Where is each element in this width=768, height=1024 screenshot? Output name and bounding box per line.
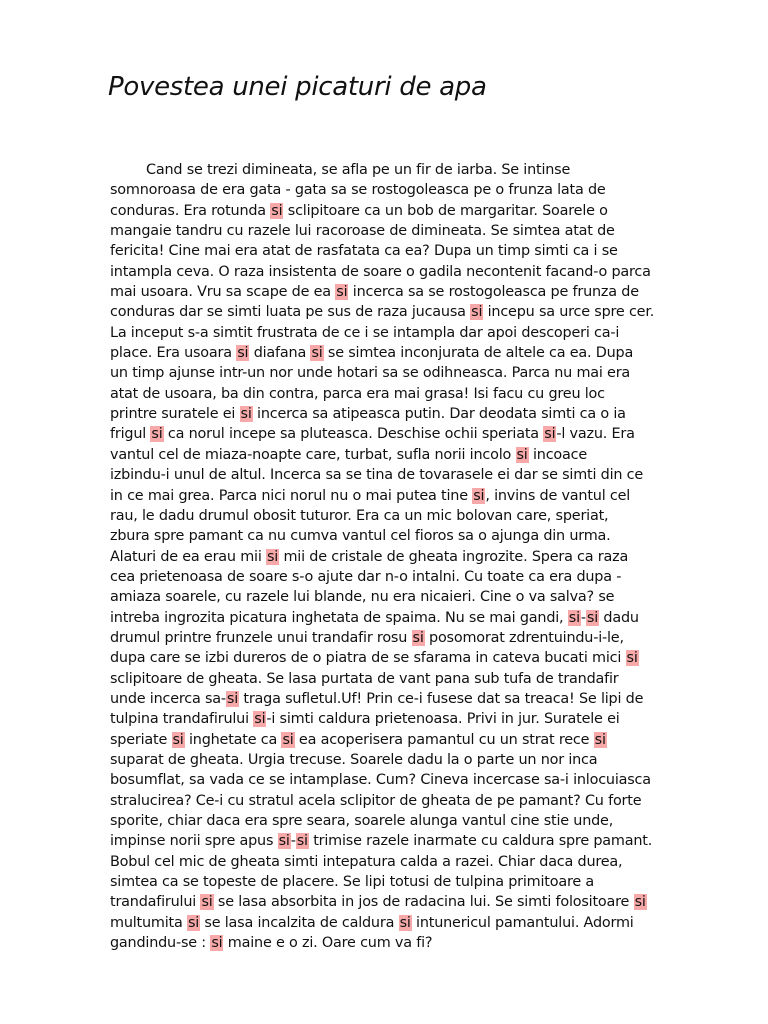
highlighted-word: si xyxy=(211,935,223,952)
text-line: izbindu-i unul de altul. Incerca sa se tina de tovarasele ei dar se simti din ce xyxy=(110,467,644,484)
text-line: printre suratele ei si incerca sa atipeasca putin. Dar deodata simti ca o ia xyxy=(110,406,626,423)
text-line: zbura spre pamant ca nu cumva vantul cel fioros sa o ajunga din urma. xyxy=(110,528,611,545)
text-line: gandindu-se : si maine e o zi. Oare cum va fi? xyxy=(110,935,433,952)
text-line: cea prietenoasa de soare s-o ajute dar n-o intalni. Cu toate ca era dupa - xyxy=(110,568,622,585)
highlighted-word: si xyxy=(187,914,200,931)
text-line: fericita! Cine mai era atat de rasfatata ca ea? Dupa un timp simti ca i se xyxy=(110,243,618,260)
highlighted-word: si xyxy=(634,894,646,911)
text-line: sclipitoare de gheata. Se lasa purtata de vant pana sub tufa de trandafir xyxy=(110,670,619,687)
text-line: multumita si se lasa incalzita de caldura si intunericul pamantului. Adormi xyxy=(110,914,634,931)
highlighted-word: si xyxy=(267,548,279,565)
highlighted-word: si xyxy=(473,487,485,504)
document-body xyxy=(110,160,730,953)
highlighted-word: si xyxy=(271,202,283,219)
text-line: suparat de gheata. Urgia trecuse. Soarele dadu la o parte un nor inca xyxy=(110,751,598,768)
highlighted-word: si xyxy=(586,609,599,626)
text-line: frigul si ca norul incepe sa pluteasca. Deschise ochii speriata si-l vazu. Era xyxy=(110,426,635,443)
text-line: intreba ingrozita picatura inghetata de spaima. Nu se mai gandi, si-si dadu xyxy=(110,609,639,626)
highlighted-word: si xyxy=(412,629,424,646)
text-line: sporite, chiar daca era spre seara, soarele alunga vantul cine stie unde, xyxy=(110,813,614,829)
text-line: stralucirea? Ce-i cu stratul acela sclipitor de gheata de pe pamant? Cu forte xyxy=(110,792,642,809)
highlighted-word: si xyxy=(226,690,239,707)
highlighted-word: si xyxy=(594,731,606,748)
text-line: atat de usoara, ba din contra, parca era mai grasa! Isi facu cu greu loc xyxy=(110,385,605,402)
highlighted-word: si xyxy=(516,446,528,463)
text-line: La inceput s-a simtit frustrata de ce i se intampla dar apoi descoperi ca-i xyxy=(110,324,620,341)
highlighted-word: si xyxy=(336,284,348,301)
text-line: impinse norii spre apus si-si trimise razele inarmate cu caldura spre pamant. xyxy=(110,833,653,850)
text-line: intampla ceva. O raza insistenta de soare o gadila necontenit facand-o parca xyxy=(110,263,651,280)
text-line: speriate si inghetate ca si ea acoperisera pamantul cu un strat rece si xyxy=(110,731,606,748)
text-line: Alaturi de ea erau mii si mii de cristale de gheata ingrozite. Spera ca raza xyxy=(110,548,629,565)
text-line: in ce mai grea. Parca nici norul nu o mai putea tine si, invins de vantul cel xyxy=(110,487,631,504)
highlighted-word: si xyxy=(626,650,638,667)
highlighted-word: si xyxy=(399,914,411,931)
text-line: mangaie tandru cu razele lui racoroase de dimineata. Se simtea atat de xyxy=(110,223,615,240)
text-line: vantul cel de miaza-noapte care, turbat, sufla norii incolo si incoace xyxy=(110,446,588,463)
highlighted-word: si xyxy=(237,345,249,362)
text-line: dupa care se izbi dureros de o piatra de se sfarama in cateva bucati mici si xyxy=(110,650,638,667)
text-line: simtea ca se topeste de placere. Se lipi totusi de tulpina primitoare a xyxy=(110,874,595,891)
highlighted-word: si xyxy=(201,894,213,911)
text-line: amiaza soarele, cu razele lui blande, nu era nicaieri. Cine o va salva? se xyxy=(110,589,615,606)
highlighted-word: si xyxy=(151,426,163,443)
highlighted-word: si xyxy=(254,711,266,728)
text-line: conduras. Era rotunda si sclipitoare ca un bob de margaritar. Soarele o xyxy=(110,202,608,219)
text-line: trandafirului si se lasa absorbita in jos de radacina lui. Se simti folositoare si xyxy=(110,894,646,911)
highlighted-word: si xyxy=(282,731,294,748)
highlighted-word: si xyxy=(311,345,323,362)
text-line: tulpina trandafirului si-i simti caldura prietenoasa. Privi in jur. Suratele ei xyxy=(110,711,620,728)
document-title: Povestea unei picaturi de apa xyxy=(108,72,487,102)
highlighted-word: si xyxy=(471,304,483,321)
text-line: conduras dar se simti luata pe sus de raza jucausa si incepu sa urce spre cer. xyxy=(110,304,655,321)
text-line: un timp ajunse intr-un nor unde hotari sa se odihneasca. Parca nu mai era xyxy=(110,365,631,382)
text-line: Cand se trezi dimineata, se afla pe un fir de iarba. Se intinse xyxy=(146,162,571,178)
text-line: drumul printre frunzele unui trandafir rosu si posomorat zdrentuindu-i-le, xyxy=(110,629,624,646)
highlighted-word: si xyxy=(172,731,184,748)
highlighted-word: si xyxy=(544,426,556,443)
text-line: rau, le dadu drumul obosit tuturor. Era ca un mic bolovan care, speriat, xyxy=(110,507,609,524)
text-line: Bobul cel mic de gheata simti intepatura calda a razei. Chiar daca durea, xyxy=(110,853,623,870)
highlighted-word: si xyxy=(240,406,252,423)
highlighted-word: si xyxy=(568,609,580,626)
text-line: bosumflat, sa vada ce se intamplase. Cum? Cineva incercase sa-i inlocuiasca xyxy=(110,772,651,789)
highlighted-word: si xyxy=(296,833,308,850)
text-line: place. Era usoara si diafana si se simtea inconjurata de altele ca ea. Dupa xyxy=(110,345,634,362)
highlighted-word: si xyxy=(278,833,290,850)
text-line: mai usoara. Vru sa scape de ea si incerca sa se rostogoleasca pe frunza de xyxy=(110,284,639,301)
text-line: somnoroasa de era gata - gata sa se rostogoleasca pe o frunza lata de xyxy=(110,182,606,199)
text-line: unde incerca sa-si traga sufletul.Uf! Prin ce-i fusese dat sa treaca! Se lipi de xyxy=(110,690,644,707)
